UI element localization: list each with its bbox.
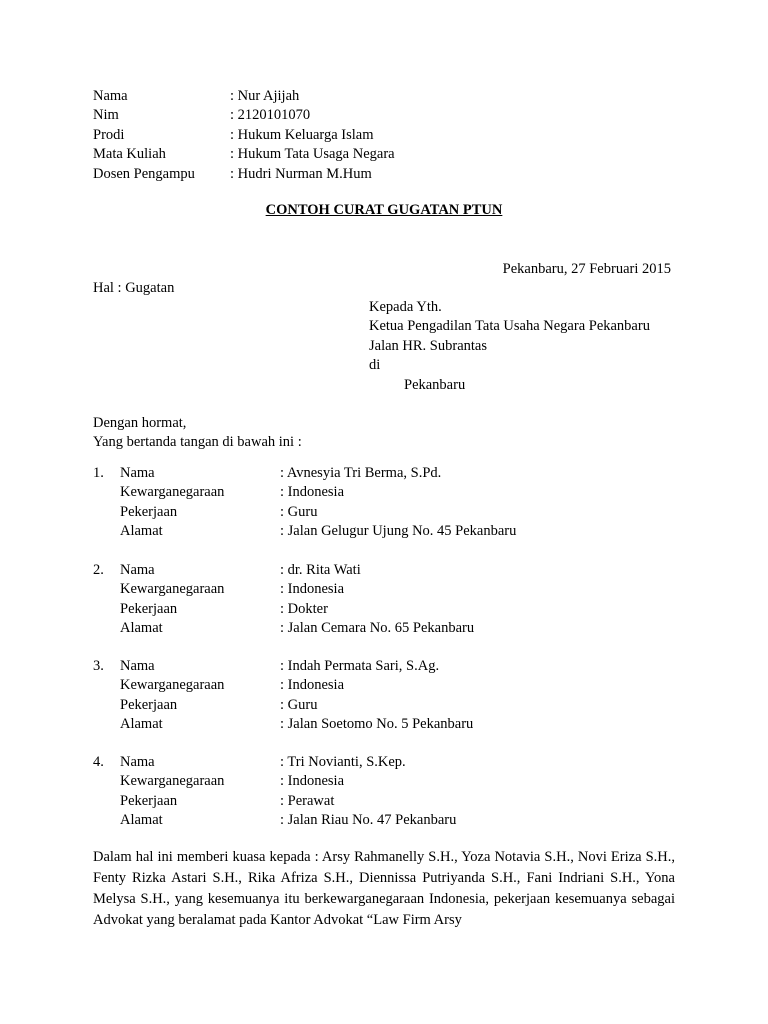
party-value: : Indonesia bbox=[280, 484, 345, 501]
info-label: Dosen Pengampu bbox=[93, 165, 195, 182]
recipient-street: Jalan HR. Subrantas bbox=[369, 337, 487, 354]
party-label: Kewarganegaraan bbox=[120, 677, 225, 694]
party-value: : Avnesyia Tri Berma, S.Pd. bbox=[280, 465, 442, 481]
party-number: 3. bbox=[93, 658, 104, 674]
info-row-name bbox=[93, 87, 395, 106]
party-1 bbox=[93, 464, 516, 542]
info-label: Nama bbox=[93, 88, 128, 104]
party-number: 1. bbox=[93, 465, 104, 481]
party-number: 2. bbox=[93, 562, 104, 578]
party-label: Nama bbox=[120, 465, 155, 481]
party-value: : Guru bbox=[280, 503, 318, 520]
recipient-salutation: Kepada Yth. bbox=[369, 299, 442, 315]
party-label: Pekerjaan bbox=[120, 696, 178, 713]
party-row-address bbox=[93, 522, 516, 541]
party-number-spacer bbox=[93, 676, 120, 695]
party-value: : Indah Permata Sari, S.Ag. bbox=[280, 658, 440, 674]
party-row-job bbox=[93, 696, 473, 715]
recipient-di: di bbox=[369, 357, 381, 374]
info-label: Nim bbox=[93, 107, 119, 124]
info-value: : Hukum Keluarga Islam bbox=[230, 126, 374, 143]
party-value: : dr. Rita Wati bbox=[280, 562, 361, 578]
recipient-name: Ketua Pengadilan Tata Usaha Negara Pekanbaru bbox=[369, 318, 650, 335]
party-row-name bbox=[93, 561, 474, 580]
party-label: Pekerjaan bbox=[120, 503, 178, 520]
party-value: : Indonesia bbox=[280, 677, 345, 694]
party-row-nationality bbox=[93, 580, 474, 599]
party-3 bbox=[93, 657, 473, 735]
power-of-attorney-paragraph: Dalam hal ini memberi kuasa kepada : Arsy Rahmanelly S.H., Yoza Notavia S.H., Novi Eriza S.H., Fenty Rizka Astari S.H., Rika Afriza S.H., Diennissa Putriyanda S.H., Fani Indriani S.H., Yona Melysa S.H., yang kesemuanya itu berkewarganegaraan Indonesia, pekerjaan kesemuanya sebagai Advokat yang beralamat pada Kantor Advokat “Law Firm Arsy bbox=[93, 849, 675, 928]
party-label: Pekerjaan bbox=[120, 600, 178, 617]
greeting-intro: Yang bertanda tangan di bawah ini : bbox=[93, 434, 302, 451]
party-value: : Jalan Cemara No. 65 Pekanbaru bbox=[280, 620, 475, 637]
document-title: CONTOH CURAT GUGATAN PTUN bbox=[265, 202, 503, 218]
party-row-nationality bbox=[93, 483, 516, 502]
party-value: : Indonesia bbox=[280, 581, 345, 598]
party-label: Nama bbox=[120, 562, 155, 578]
party-number-spacer bbox=[93, 696, 120, 715]
party-row-job bbox=[93, 503, 516, 522]
recipient-block bbox=[369, 298, 650, 395]
party-label: Nama bbox=[120, 658, 155, 674]
party-number-spacer bbox=[93, 811, 120, 830]
info-row-course bbox=[93, 145, 395, 164]
party-row-address bbox=[93, 715, 473, 734]
greeting-line: Dengan hormat, bbox=[93, 415, 187, 431]
party-number-spacer bbox=[93, 522, 120, 541]
party-value: : Tri Novianti, S.Kep. bbox=[280, 754, 406, 770]
info-label: Prodi bbox=[93, 126, 125, 143]
party-value: : Jalan Riau No. 47 Pekanbaru bbox=[280, 812, 457, 829]
party-row-job bbox=[93, 600, 474, 619]
party-number-spacer bbox=[93, 483, 120, 502]
info-value: : Nur Ajijah bbox=[230, 88, 300, 104]
letter-date: Pekanbaru, 27 Februari 2015 bbox=[502, 261, 671, 277]
party-label: Alamat bbox=[120, 620, 163, 637]
letter-subject: Hal : Gugatan bbox=[93, 280, 175, 296]
party-number-spacer bbox=[93, 600, 120, 619]
party-value: : Jalan Gelugur Ujung No. 45 Pekanbaru bbox=[280, 523, 517, 540]
party-row-address bbox=[93, 619, 474, 638]
party-value: : Indonesia bbox=[280, 773, 345, 790]
party-number-spacer bbox=[93, 619, 120, 638]
party-label: Alamat bbox=[120, 523, 163, 540]
party-label: Kewarganegaraan bbox=[120, 581, 225, 598]
party-label: Nama bbox=[120, 754, 155, 770]
party-label: Kewarganegaraan bbox=[120, 484, 225, 501]
info-value: : 2120101070 bbox=[230, 107, 311, 124]
party-value: : Dokter bbox=[280, 600, 328, 617]
party-number-spacer bbox=[93, 503, 120, 522]
greeting-block bbox=[93, 414, 302, 453]
party-row-nationality bbox=[93, 772, 456, 791]
party-row-address bbox=[93, 811, 456, 830]
party-row-name bbox=[93, 464, 516, 483]
party-number-spacer bbox=[93, 792, 120, 811]
info-label: Mata Kuliah bbox=[93, 146, 166, 163]
party-number-spacer bbox=[93, 772, 120, 791]
party-number-spacer bbox=[93, 580, 120, 599]
party-4 bbox=[93, 753, 456, 831]
party-label: Pekerjaan bbox=[120, 792, 178, 809]
info-row-lecturer bbox=[93, 165, 395, 184]
party-row-nationality bbox=[93, 676, 473, 695]
party-2 bbox=[93, 561, 474, 639]
info-row-nim bbox=[93, 106, 395, 125]
party-row-name bbox=[93, 657, 473, 676]
party-label: Kewarganegaraan bbox=[120, 773, 225, 790]
party-label: Alamat bbox=[120, 716, 163, 733]
party-value: : Jalan Soetomo No. 5 Pekanbaru bbox=[280, 716, 474, 733]
party-row-job bbox=[93, 792, 456, 811]
party-row-name bbox=[93, 753, 456, 772]
party-value: : Guru bbox=[280, 696, 318, 713]
info-value: : Hukum Tata Usaga Negara bbox=[230, 146, 395, 163]
info-row-prodi bbox=[93, 126, 395, 145]
party-value: : Perawat bbox=[280, 792, 335, 809]
party-number-spacer bbox=[93, 715, 120, 734]
recipient-city: Pekanbaru bbox=[404, 376, 466, 393]
party-label: Alamat bbox=[120, 812, 163, 829]
party-number: 4. bbox=[93, 754, 104, 770]
student-info bbox=[93, 87, 395, 184]
info-value: : Hudri Nurman M.Hum bbox=[230, 165, 372, 182]
